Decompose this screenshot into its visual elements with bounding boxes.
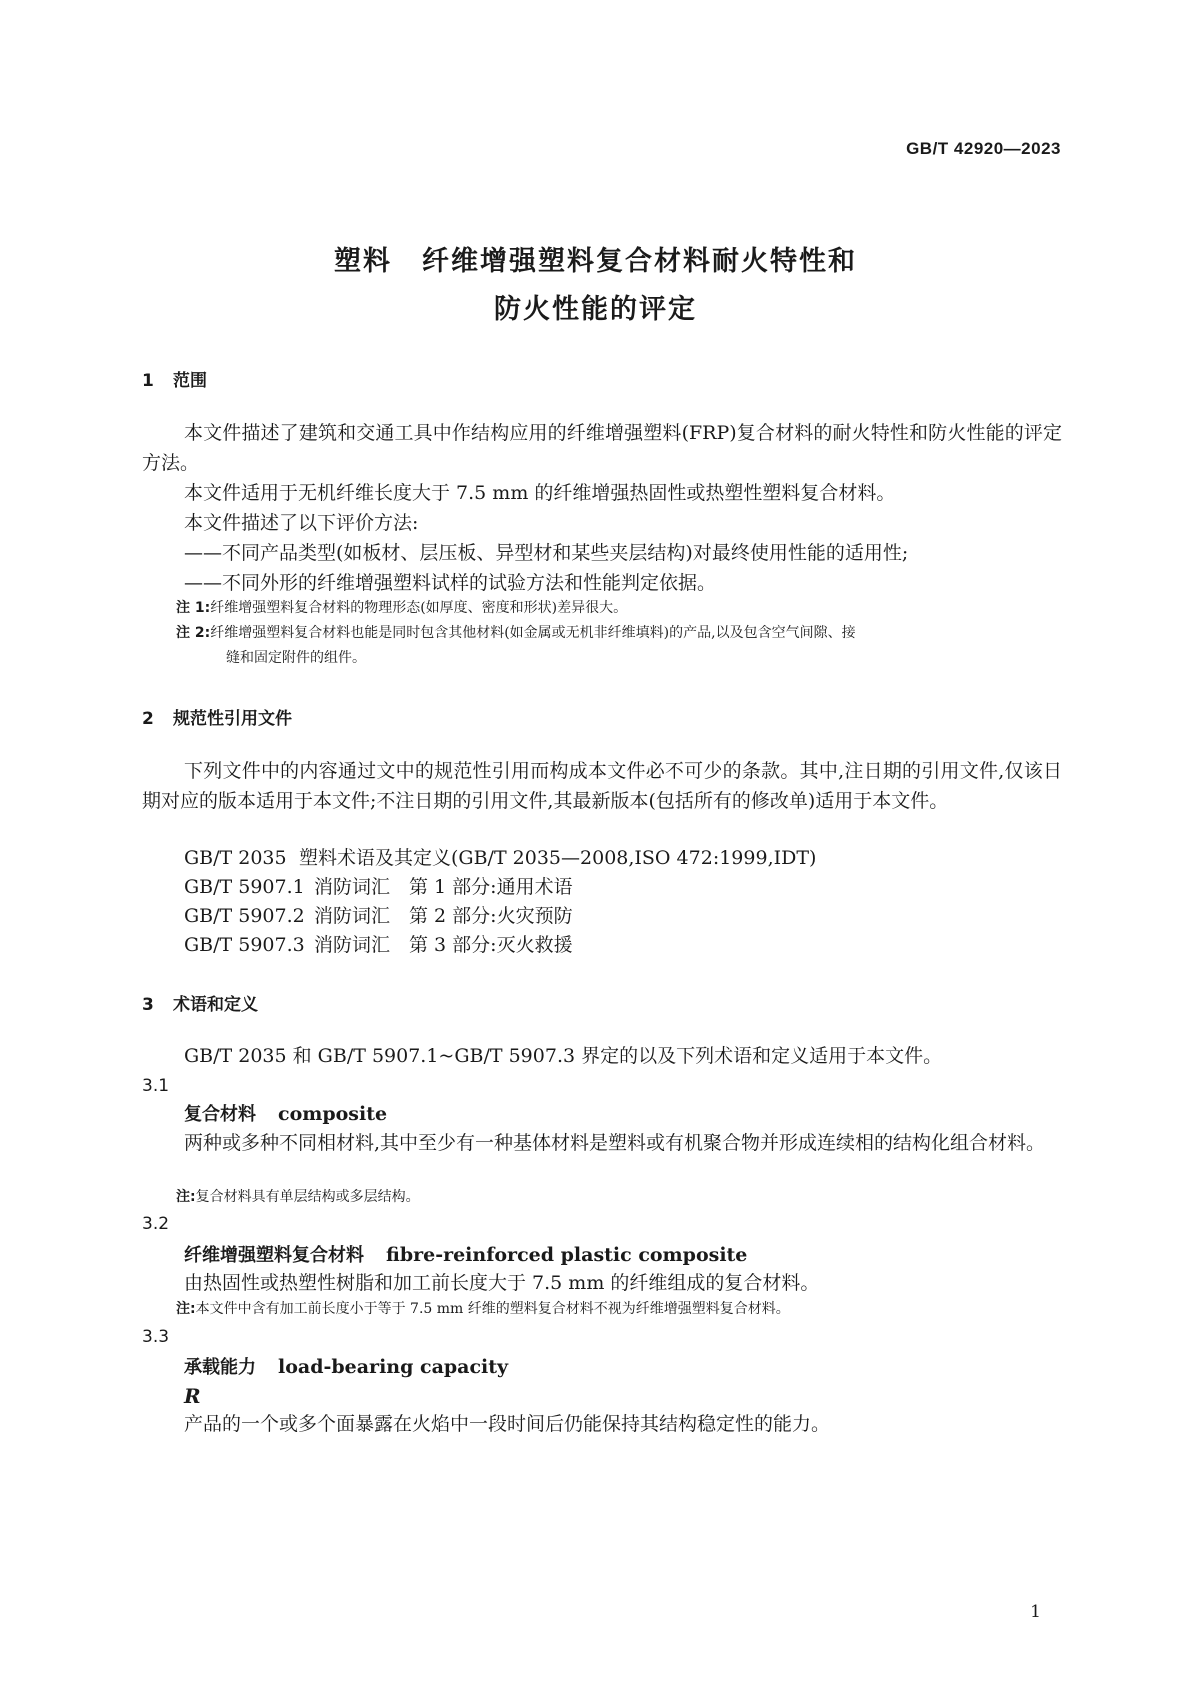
section-1-note-2: 注 2:纤维增强塑料复合材料也能是同时包含其他材料(如金属或无机非纤维填料)的产品,以及包含空气间隙、接 缝和固定附件的组件。 [176,625,856,666]
reference-item: GB/T 2035 塑料术语及其定义(GB/T 2035—2008,ISO 472:1999,IDT) [184,847,817,869]
term-number: 3.2 [142,1214,170,1234]
term-definition: 两种或多种不同相材料,其中至少有一种基体材料是塑料或有机聚合物并形成连续相的结构化组合材料。 [184,1132,1046,1154]
section-1-paragraph-2: 本文件适用于无机纤维长度大于 7.5 mm 的纤维增强热固性或热塑性塑料复合材料。 [184,482,896,504]
section-1-note-1: 注 1:纤维增强塑料复合材料的物理形态(如厚度、密度和形状)差异很大。 [176,600,628,616]
term-symbol: R [184,1384,201,1408]
section-3-paragraph-1: GB/T 2035 和 GB/T 5907.1~GB/T 5907.3 界定的以及下列术语和定义适用于本文件。 [184,1045,943,1067]
section-3-heading: 3 术语和定义 [142,995,258,1015]
document-title [0,238,1191,334]
term-definition: 产品的一个或多个面暴露在火焰中一段时间后仍能保持其结构稳定性的能力。 [184,1413,831,1435]
title-main: 纤维增强塑料复合材料耐火特性和 [422,246,857,277]
section-1-heading: 1 范围 [142,371,207,391]
title-line-2: 防火性能的评定 [494,294,697,325]
page-number: 1 [1030,1602,1041,1622]
term-number: 3.1 [142,1076,170,1096]
term-title: 复合材料 composite [184,1103,388,1125]
reference-item: GB/T 5907.1 消防词汇 第 1 部分:通用术语 [184,876,573,898]
title-prefix: 塑料 [334,246,392,277]
term-title: 纤维增强塑料复合材料 fibre-reinforced plastic composite [184,1244,748,1266]
term-note: 注:复合材料具有单层结构或多层结构。 [176,1189,420,1205]
section-1-paragraph-3: 本文件描述了以下评价方法: [184,512,419,534]
section-1-list-item-2: ——不同外形的纤维增强塑料试样的试验方法和性能判定依据。 [184,572,717,594]
term-title: 承载能力 load-bearing capacity [184,1356,509,1378]
section-2-paragraph-1: 下列文件中的内容通过文中的规范性引用而构成本文件必不可少的条款。其中,注日期的引用文件,仅该日期对应的版本适用于本文件;不注日期的引用文件,其最新版本(包括所有的修改单)适用于本文件。 [142,760,1062,812]
section-1-paragraph-1: 本文件描述了建筑和交通工具中作结构应用的纤维增强塑料(FRP)复合材料的耐火特性和防火性能的评定方法。 [142,422,1062,474]
reference-item: GB/T 5907.3 消防词汇 第 3 部分:灭火救援 [184,934,573,956]
section-1-list-item-1: ——不同产品类型(如板材、层压板、异型材和某些夹层结构)对最终使用性能的适用性; [184,542,909,564]
term-note: 注:本文件中含有加工前长度小于等于 7.5 mm 纤维的塑料复合材料不视为纤维增强塑料复合材料。 [176,1301,790,1317]
standard-code: GB/T 42920—2023 [906,139,1061,158]
term-number: 3.3 [142,1327,170,1347]
term-definition: 由热固性或热塑性树脂和加工前长度大于 7.5 mm 的纤维组成的复合材料。 [184,1272,820,1294]
title-line-1 [0,238,1191,286]
reference-item: GB/T 5907.2 消防词汇 第 2 部分:火灾预防 [184,905,573,927]
section-2-heading: 2 规范性引用文件 [142,709,292,729]
